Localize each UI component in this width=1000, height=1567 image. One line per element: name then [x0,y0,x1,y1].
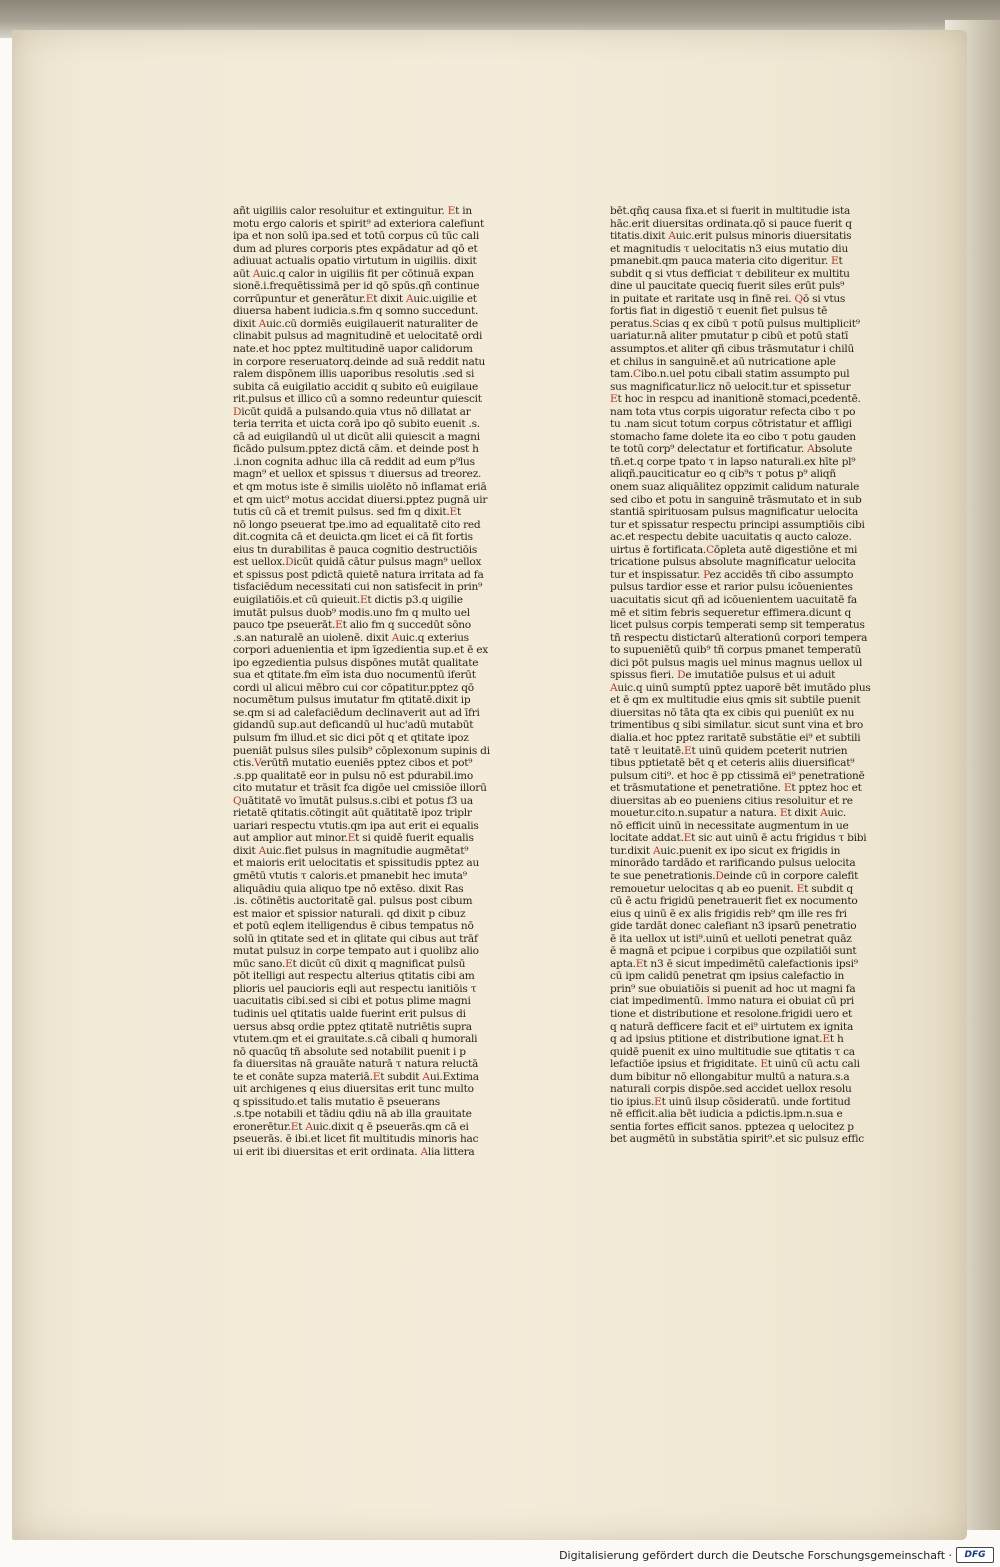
text-line: cito mutatur et trāsit fca digōe uel cmissiōe illorū [233,782,487,795]
footer-bar [0,1543,1000,1567]
text-line: et spissus post pdictā quietē natura irritata ad fa [233,568,484,581]
text-line: tur et inspissatur. Pez accidēs tñ cibo assumpto [610,568,854,581]
text-line: se.qm si ad calefaciēdum declinaverit aut ad īfri [233,706,480,719]
text-line: motu ergo caloris et spirit⁹ ad exteriora calefiunt [233,217,485,230]
text-line: lefactiōe ipsius et frigiditate. Et uinū cū actu cali [610,1058,860,1071]
rubric-initial: A [610,681,618,694]
text-line: gmētū vtutis τ caloris.et pmanebit hec imuta⁹ [233,869,467,882]
text-line: cordi ul alicui mēbro cui cor cōpatitur.pptez qō [233,681,474,694]
text-line: te et conāte supza materiā.Et subdit Aui.Extima [233,1070,479,1083]
text-line: rietatē qtitatis.cōtingit aūt quātitatē ipoz triplr [233,807,472,820]
text-line: cū ē actu frigidū penetrauerit fiet ex nocumento [610,895,858,908]
text-line: licet pulsus corpis temperati semp sit temperatus [610,619,865,632]
text-line: plioris uel paucioris eqli aut respectu ianitiōis τ [233,982,477,995]
text-line: pulsum fm illud.et sic dici pōt q et qtitate ipoz [233,731,469,744]
text-line: stantiā spirituosam pulsus magnificatur uelocita [610,506,859,519]
text-line: nate.et hoc pptez multitudinē uapor calidorum [233,343,473,356]
text-line: dine ul paucitate queciq fuerit siles erūt puls⁹ [610,280,845,293]
rubric-initial: E [654,1095,662,1108]
text-line: .i.non cognita adhuc illa cā reddit ad eum p⁹lus [233,455,475,468]
text-line: ē ita uellox ut isti⁹.uinū et uelloti penetrat quāz [610,932,852,945]
text-line: ē magnā et pcipue i corpibus que ozpilatiōi sunt [610,945,857,958]
text-line: ctis.Verūtñ mutatio eueniēs pptez cibos et pot⁹ [233,757,473,770]
text-line: sua et qtitate.fm eīm ista duo nocumentū iferūt [233,669,476,682]
rubric-initial: D [233,405,242,418]
rubric-initial: A [820,807,828,820]
text-line: uersus absq ordie pptez qtitatē nutriētis supra [233,1020,472,1033]
text-line: spissus fieri. De imutatiōe pulsus et ui aduit [610,669,836,682]
text-line: q naturā defficere facit et ei⁹ uirtutem ex ignita [610,1020,854,1033]
text-line: trimentibus q sibi similatur. sicut sunt vina et bro [610,719,863,732]
text-line: dum bibitur nō ellongabitur multū a natura.s.a [610,1070,850,1083]
text-line: adiuuat actualis opatio virtutum in uigiliis. dixit [233,255,477,268]
text-line: uacuitatis cibi.sed si cibi et potus plime magni [233,995,471,1008]
text-line: tñ respectu distictarū alterationū corpori tempera [610,631,868,644]
rubric-initial: E [779,807,788,820]
text-line: diuersa habent iudicia.s.fm q somno succedunt. [233,305,479,318]
text-line: rit.pulsus et illico cū a somno redeuntur quiescit [233,393,482,406]
text-line: fortis fiat in digestiō τ euenit fiet pulsus tē [610,305,828,318]
text-line: uariatur.nā aliter pmutatur p cibū et potū statī [610,330,849,343]
rubric-initial: D [677,669,686,682]
text-line: tione et distributione et resolone.frigidi uero et [610,1008,853,1020]
text-line: corrūpuntur et generātur.Et dixit Auic.uigilie et [233,292,477,305]
text-line: pulsus tardior esse et rarior pulsu icōuenientes [610,581,853,594]
rubric-initial: E [335,619,343,632]
rubric-initial: E [449,506,457,519]
text-line: nam tota vtus corpis uigoratur refecta cibo τ po [610,405,856,418]
text-line: naturali corpis dispōe.sed accidet uellox resolu [610,1083,852,1096]
text-line: dum ad plures corporis ptes expādatur ad qō et [233,242,478,255]
text-line: cā ad euigilandū ul ut dicūt alii quiescit a magni [233,430,480,443]
text-line: sentia fortes efficit sanos. pptezea q uelocitez p [610,1120,854,1133]
text-line: .s.an naturalē an uiolenē. dixit Auic.q exterius [233,631,469,644]
text-line: locitate addat.Et sic aut uinū ē actu frigidus τ bibi [610,832,867,845]
text-line: in corpore reseruatorq.deinde ad suā reddit natu [233,355,486,368]
text-line: et qm uict⁹ motus accidat diuersi.pptez pugnā uir [233,493,488,506]
rubric-initial: I [706,995,711,1008]
rubric-initial: Q [233,794,242,807]
text-line: nō longo pseuerat tpe.imo ad equalitatē cito red [233,518,481,531]
text-line: prin⁹ sue obuiatiōis si puenit ad hoc ut magni fa [610,982,856,995]
text-line: ac.et respectu debite uacuitatis q aucto caloze. [610,531,852,544]
text-line: ralem dispōnem illis uaporibus resolutis .sed si [233,368,475,381]
text-line: et potū eqlem itelligendus ē cibus tempatus nō [233,920,474,933]
text-line: et ē qm ex multitudie eius qmis sit subtile puenit [610,694,861,707]
rubric-initial: E [831,255,839,268]
text-line: pueniāt pulsus siles pulsib⁹ cōplexonum supinis di [233,744,490,757]
text-line: dixit Auic.fiet pulsus in magnitudie augmētat⁹ [233,844,469,857]
text-line: minorādo tardādo et rarificando pulsus uelocita [610,857,856,870]
rubric-initial: E [635,957,644,970]
dfg-logo: DFG [956,1547,994,1563]
rubric-initial: E [365,292,374,305]
text-line: tam.Cibo.n.uel potu cibali statim assumpto pul [610,368,850,381]
rubric-initial: E [822,1033,830,1046]
rubric-initial: A [653,844,661,857]
text-line: aut amplior aut minor.Et si quidē fuerit equalis [233,832,474,845]
text-line: te totū corp⁹ delectatur et fortificatur. Absolute [610,443,853,456]
text-line: ui erit ibi diuersitas et erit ordinata. Alia littera [233,1146,475,1159]
text-line: tibus pptietatē bēt q et ceteris aliis diuersificat⁹ [610,757,855,770]
rubric-initial: E [684,744,692,757]
text-line: dixit Auic.cū dormiēs euigilauerit naturaliter de [233,317,478,330]
text-line: eronerētur.Et Auic.dixit q ē pseuerās.qm cā ei [233,1120,469,1133]
rubric-initial: D [715,869,724,882]
text-line: tur.dixit Auic.puenit ex ipo sicut ex frigidis in [610,844,841,857]
text-line: ciat impedimentū. Immo natura ei obuiat cū pri [610,995,855,1008]
text-line: tur et spissatur respectu principi assumptiōis cibi [610,518,865,531]
rubric-initial: E [683,832,692,845]
text-line: q ad ipsius ptitione et distributione ignat.Et h [610,1033,844,1046]
text-line: solū in qtitate sed et in qlitate qui cibus aut trāf [233,932,478,945]
rubric-initial: A [258,317,267,330]
text-line: imutāt pulsus duob⁹ modis.uno fm q multo uel [233,606,470,619]
text-line: titatis.dixit Auic.erit pulsus minoris diuersitatis [610,230,852,243]
text-line: Et hoc in respcu ad inanitionē stomaci,pcedentē. [610,393,861,406]
text-line: pauco tpe pseuerāt.Et alio fm q succedūt sōno [233,619,471,632]
text-line: ipa et non solū ipa.sed et totū corpus cū tūc cali [233,230,480,243]
rubric-initial: E [285,957,293,970]
text-line: uit archigenes q eius diuersitas erit tunc multo [233,1083,474,1096]
rubric-initial: A [420,1146,428,1159]
rubric-initial: E [796,882,805,895]
text-line: corpori aduenientia et ipm īgzedientia sup.et ē ex [233,644,488,657]
text-line: remouetur uelocitas q ab eo puenit. Et subdit q [610,882,853,895]
text-line: diuersitas ab eo pueniens citius resoluitur et re [610,794,853,807]
rubric-initial: E [447,205,456,217]
text-line: dici pōt pulsus magis uel minus magnus uellox ul [610,656,863,669]
text-line: pōt itelligi aut respectu alterius qtitatis cibi am [233,970,475,983]
text-line: nō efficit uinū in necessitate augmentum in ue [610,819,849,832]
text-line: eius q uinū ē ex alis frigidis reb⁹ qm ille res fri [610,907,847,920]
text-line: gide tardāt donec calefiant n3 ipsarū penetratio [610,920,857,933]
rubric-initial: A [258,844,267,857]
text-line: hāc.erit diuersitas ordinata.qō si pauce fuerit q [610,217,852,230]
rubric-initial: C [633,368,641,381]
text-line: stomacho fame dolete ita eo cibo τ potu gauden [610,430,856,443]
text-line: eius tn durabilitas ē pauca cognitio destructiōis [233,543,478,556]
text-line: subdit q si vtus defficiat τ debiliteur ex multitu [610,267,850,280]
text-line: uirtus ē fortificata.Cōpleta autē digestiōne et mi [610,543,858,556]
text-line: uacuitatis sicut qñ ad icōuenientem uacuitatē fa [610,593,857,606]
text-line: Quātitatē vo īmutāt pulsus.s.cibi et potus f3 ua [233,794,473,807]
rubric-initial: A [391,631,400,644]
rubric-initial: A [252,267,261,280]
text-line: sionē.i.frequētissimā per id qō spūs.qñ continue [233,280,480,293]
text-line: Dicūt quidā a pulsando.quia vtus nō dillatat ar [233,405,471,418]
text-line: gidandū sup.aut deficandū ul huc'adū mutabūt [233,719,474,732]
text-line: tñ.et.q corpe tpato τ in lapso naturali.ex hīte pl⁹ [610,455,856,468]
rubric-initial: A [406,292,414,305]
text-line: vtutem.qm et ei grauitate.s.cā cibali q humorali [233,1033,478,1046]
text-line: añt uigiliis calor resoluitur et extinguitur. Et in [233,205,472,217]
text-line: tio ipius.Et uinū ilsup cōsideratū. unde fortitud [610,1095,851,1108]
text-line: ficādo pulsum.pptez dictā cām. et deinde post h [233,443,479,456]
text-line: pmanebit.qm pauca materia cito digeritur. Et [610,255,843,268]
text-line: magn⁹ et uellox et spissus τ diuersus ad treorez. [233,468,482,481]
text-line: pseuerās. ē ibi.et licet fit multitudis minoris hac [233,1133,479,1146]
text-line: te sue penetrationis.Deinde cū in corpore calefit [610,869,859,882]
text-line: .is. cōtinētis auctoritatē gal. pulsus post cibum [233,895,473,908]
text-line: assumptos.et aliter qñ cibus trāsmutatur i chilū [610,343,855,356]
rubric-initial: A [422,1070,430,1083]
rubric-initial: V [254,757,261,770]
text-line: peratus.Scias q ex cibū τ potū pulsus multiplicit⁹ [610,317,860,330]
rubric-initial: E [290,1120,299,1133]
rubric-initial: Q [794,292,803,305]
text-line: mūc sano.Et dicūt cū dixit q magnificat pulsū [233,957,466,970]
text-line: nō quacūq tñ absolute sed notabilit puenit i p [233,1045,466,1058]
rubric-initial: E [783,782,792,795]
text-line: euigilatiōis.et cū quieuit.Et dictis p3.q uigilie [233,593,463,606]
text-column-left [233,205,538,1159]
text-line: .s.pp qualitatē eor in pulsu nō est pdurabil.imo [233,769,473,782]
text-line: tisfaciēdum necessitati cui non satisfecit in prin⁹ [233,581,483,594]
text-line: q spissitudo.et talis mutatio ē pseuerans [233,1095,440,1108]
text-line: subita cā euigilatio accidit q subito eū euigilaue [233,380,479,393]
text-line: nocumētum pulsus imutatur fm qtitatē.dixit ip [233,694,471,707]
text-line: et chilus in sanguinē.et aū nutricatione aple [610,355,836,368]
text-line: dit.cognita cā et deuicta.qm licet ei cā fit fortis [233,531,473,544]
text-line: mouetur.cito.n.supatur a natura. Et dixit Auic. [610,807,847,820]
rubric-initial: S [652,317,660,330]
text-line: clinabit pulsus ad magnitudinē et uelocitatē ordi [233,330,483,343]
rubric-initial: A [305,1120,313,1133]
text-line: aūt Auic.q calor in uigiliis fit per cōtinuā expan [233,267,474,280]
text-line: uariari respectu vtutis.qm ipa aut erit ei equalis [233,819,479,832]
text-line: aliquādiu quia aliquo tpe nō extēso. dixit Ras [233,882,464,895]
text-line: cū ipm calidū penetrat qm ipsius calefactio in [610,970,845,983]
text-line: .s.tpe notabili et tādiu qdiu nā ab illa grauitate [233,1108,472,1121]
text-line: et magnitudis τ uelocitatis n3 eius mutatio diu [610,242,849,255]
text-line: diuersitas nō tāta qta ex cibis qui pueniūt ex nu [610,706,855,719]
rubric-initial: E [347,832,356,845]
text-line: tricatione pulsus absolute magnificatur uelocita [610,556,856,569]
text-line: bet augmētū in substātia spirit⁹.et sic pulsuz effic [610,1133,864,1146]
text-line: to supueniētū quib⁹ tñ corpus pmanet temperatū [610,644,862,657]
rubric-initial: E [372,1070,381,1083]
text-line: aliqñ.pauciticatur eo q cib⁹s τ potus p⁹ aliqñ [610,468,836,481]
text-line: et qm motus iste ē similis uiolēto nō inflamat eriā [233,481,487,494]
rubric-initial: D [285,556,294,569]
text-line: sed cibo et potu in sanguinē trāsmutato et in sub [610,493,862,506]
text-line: in puitate et raritate usq in finē rei. Qō si vtus [610,292,846,305]
text-line: sus magnificatur.licz nō uelocit.tur et spissetur [610,380,851,393]
rubric-initial: E [760,1058,768,1071]
text-line: tatē τ leuitatē.Et uinū quidem pceterit nutrien [610,744,848,757]
text-line: tutis cū cā et tremit pulsus. sed fm q dixit.Et [233,506,461,519]
text-line: est uellox.Dicūt quidā cātur pulsus magn⁹ uellox [233,556,482,569]
text-line: mē et sitim febris sequeretur effimera.dicunt q [610,606,852,619]
text-line: bēt.qñq causa fixa.et si fuerit in multitudie ista [610,205,851,217]
text-line: onem suaz aliquālitez oppzimit calidum naturale [610,481,860,494]
text-line: ipo egzedientia pulsus dispōnes mutāt qualitate [233,656,479,669]
text-line: tu .nam sicut totum corpus cōtristatur et affligi [610,418,852,431]
text-line: nē efficit.alia bēt iudicia a pdictis.ipm.n.sua e [610,1108,843,1121]
rubric-initial: A [668,230,676,243]
rubric-initial: E [359,593,368,606]
funding-notice: Digitalisierung gefördert durch die Deutsche Forschungsgemeinschaft · [559,1549,952,1562]
rubric-initial: E [610,393,618,406]
text-line: apta.Et n3 ē sicut impedimētū calefactionis ipsi⁹ [610,957,858,970]
text-line: et maioris erit uelocitatis et spissitudis pptez au [233,857,480,870]
text-line: mutat pulsuz in corpe tempato aut i quolibz alio [233,945,479,958]
text-line: teria territa et uicta corā ipo qō subito euenit .s. [233,418,480,431]
text-column-right [610,205,908,1146]
text-line: tudinis uel qtitatis ualde fuerint erit pulsus di [233,1008,466,1020]
text-line: et trāsmutatione et penetratiōne. Et pptez hoc et [610,782,862,795]
rubric-initial: A [807,443,815,456]
text-line: fa diuersitas nā grauāte naturā τ natura reluctā [233,1058,479,1071]
text-line: est maior et spissior naturali. qd dixit p cibuz [233,907,466,920]
text-line: Auic.q uinū sumptū pptez uaporē bēt imutādo plus [610,681,871,694]
rubric-initial: P [703,568,710,581]
text-line: quidē puenit ex uino multitudie sue qtitatis τ ca [610,1045,855,1058]
rubric-initial: C [706,543,714,556]
text-line: pulsum citi⁹. et hoc ē pp ctissimā ei⁹ penetrationē [610,769,865,782]
text-line: dialia.et hoc pptez raritatē substātie ei⁹ et subtili [610,731,861,744]
